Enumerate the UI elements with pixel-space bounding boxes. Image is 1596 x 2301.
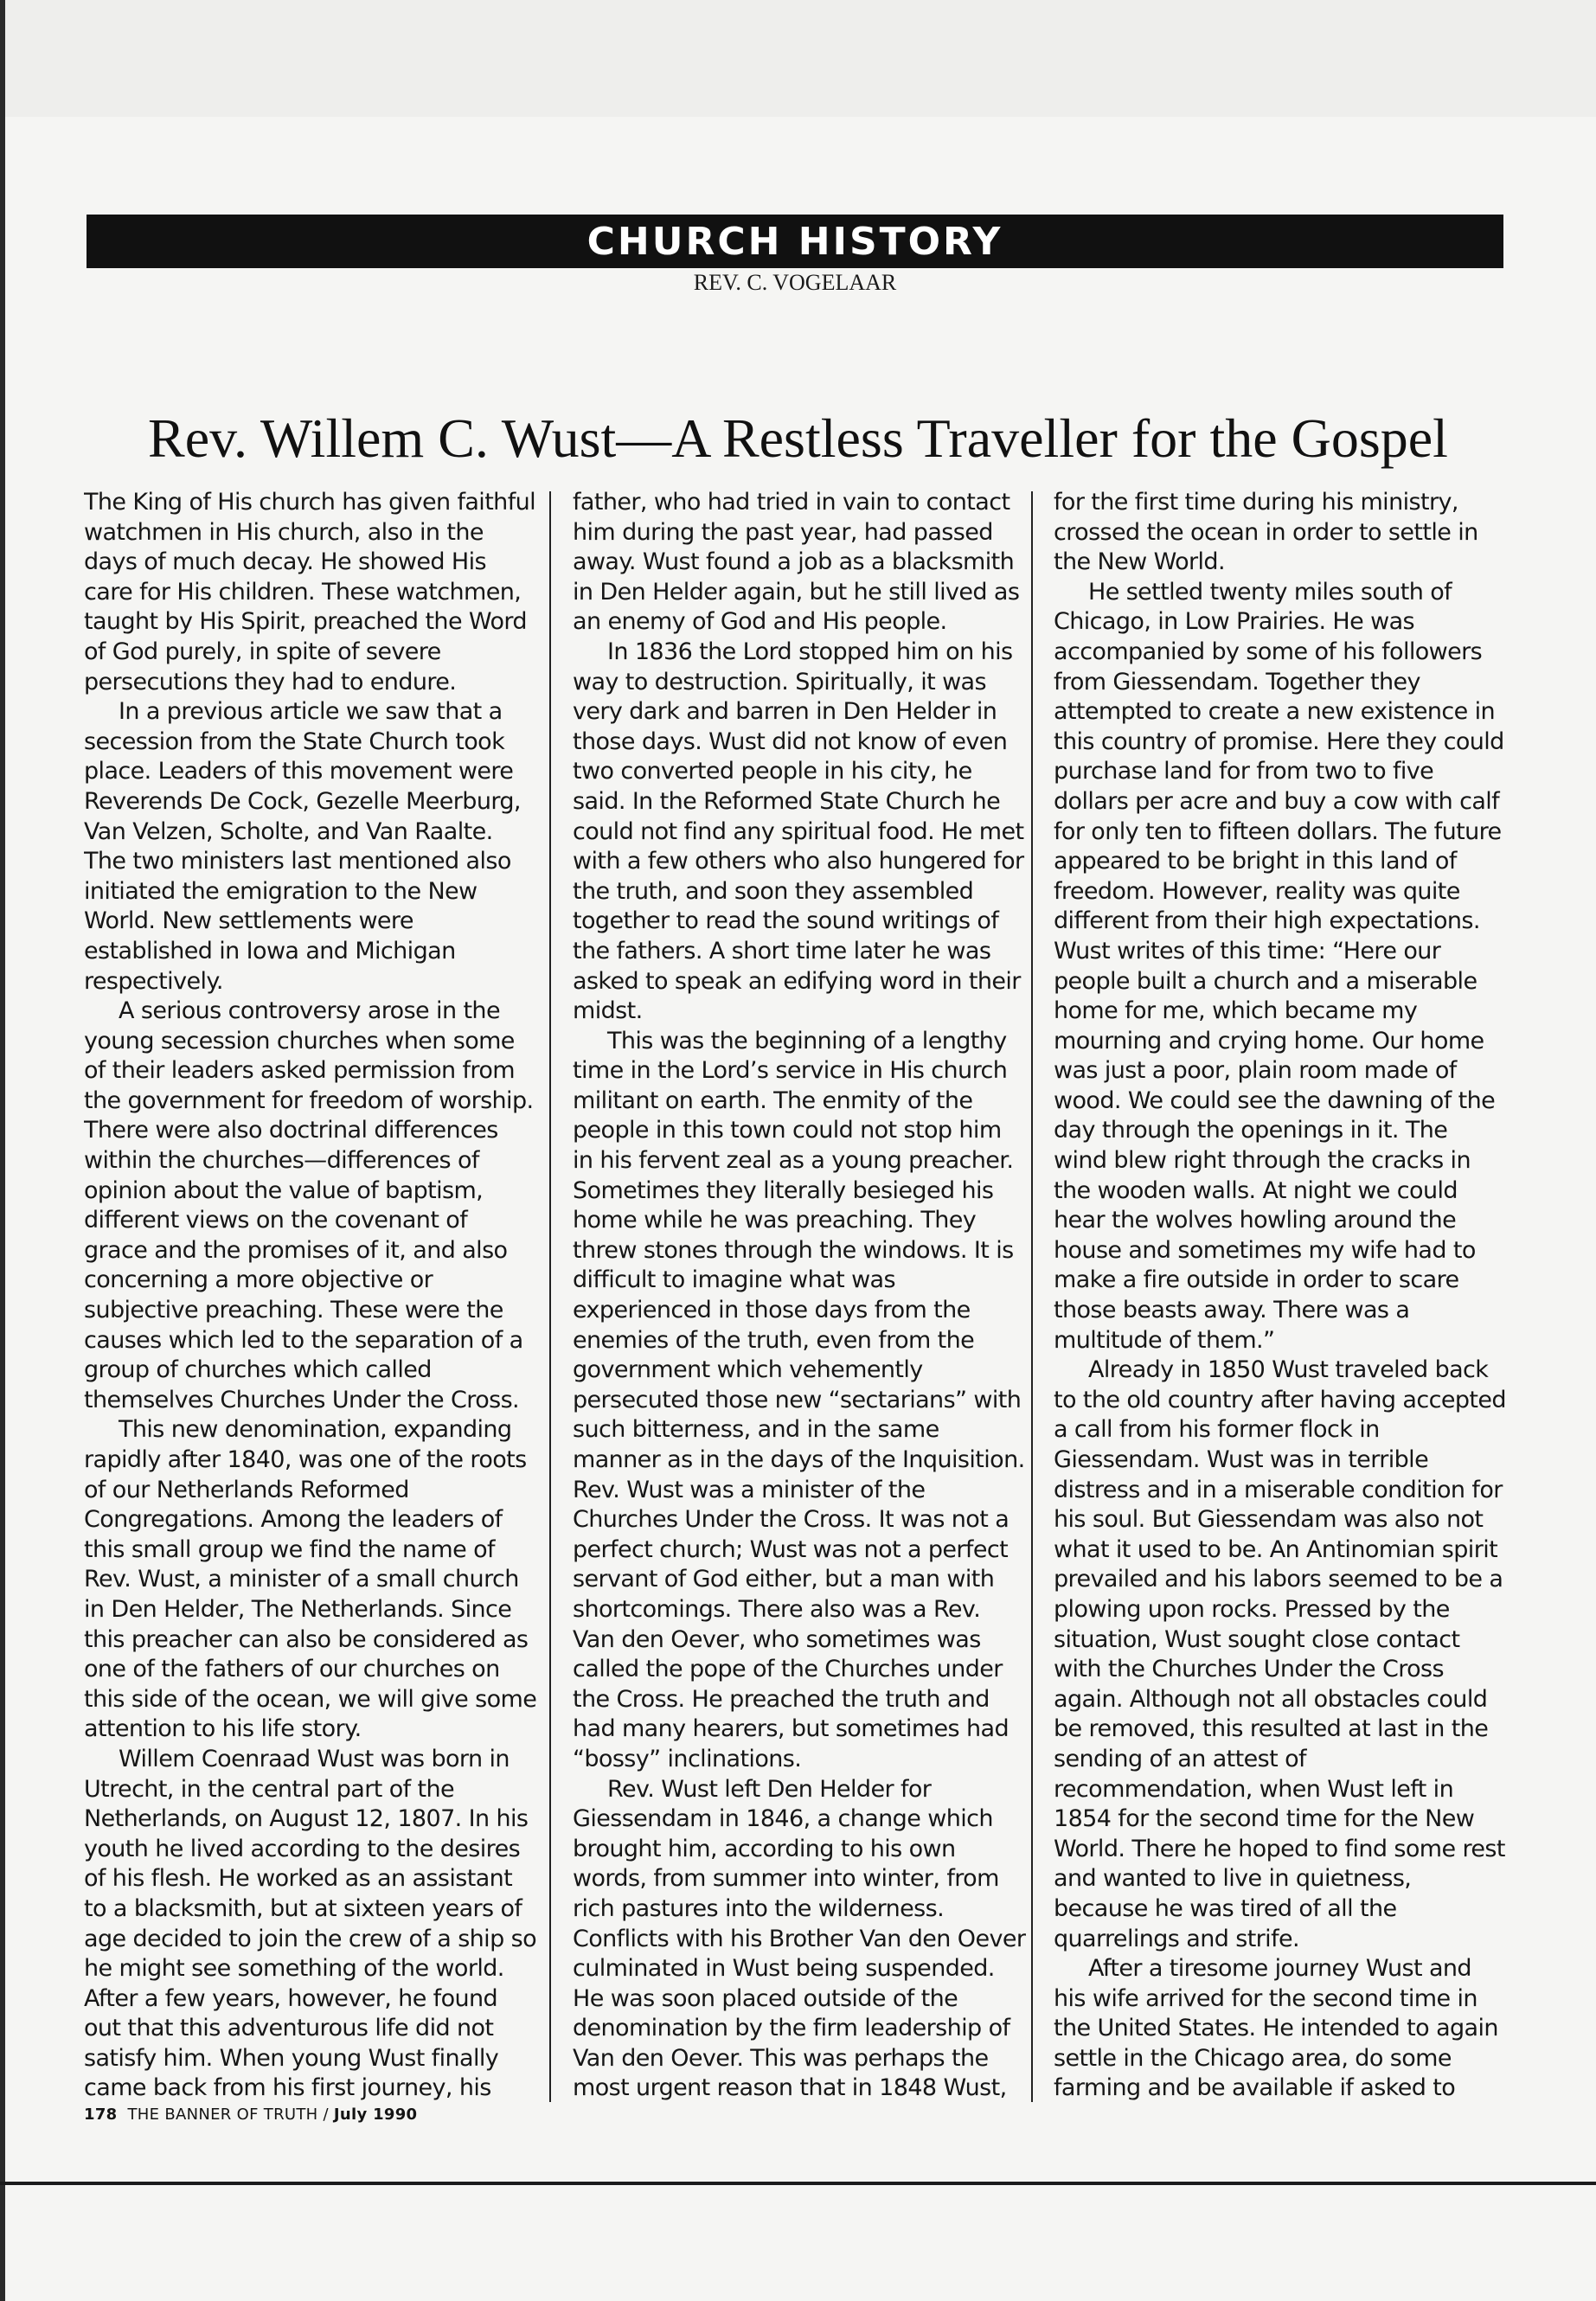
paragraph: for the first time during his ministry, crossed the ocean in order to settle in the New World. (1054, 489, 1478, 576)
paragraph: This new denomination, expanding rapidly after 1840, was one of the roots of our Netherlands Reformed Congregations. Among the leaders of this small group we find the name of Rev. Wust, a minister of a small church in Den Helder, The Netherlands. Since this preacher can also be considered as one of the fathers of our churches on this side of the ocean, we will give some attention to his life story. (84, 1416, 537, 1743)
paragraph: In a previous article we saw that a secession from the State Church took place. Leaders of this movement were Reverends De Cock, Gezelle Meerburg, Van Velzen, Scholte, and Van Raalte. The two ministers last mentioned also initiated the emigration to the New World. New settlements were established in Iowa and Michigan respectively. (84, 698, 521, 995)
paragraph: In 1836 the Lord stopped him on his way to destruction. Spiritually, it was very dark and barren in Den Helder in those days. Wust did not know of even two converted people in his city, he said. In the Reformed State Church he could not find any spiritual food. He met with a few others who also hungered for the truth, and soon they assembled together to read the sound writings of the fathers. A short time later he was asked to speak an edifying word in their midst. (573, 638, 1024, 1025)
scan-left-edge (0, 0, 5, 2301)
section-header-bar (87, 215, 1503, 268)
paragraph: Already in 1850 Wust traveled back to the old country after having accepted a call from his former flock in Giessendam. Wust was in terrible distress and in a miserable condition for his soul. But Giessendam was also not what it used to be. An Antinomian spirit prevailed and his labors seemed to be a plowing upon rocks. Pressed by the situation, Wust sought close contact with the Churches Under the Cross again. Although not all obstacles could be removed, this resulted at last in the sending of an attest of recommendation, when Wust left in 1854 for the second time for the New World. There he hoped to find some rest and wanted to live in quietness, because he was tired of all the quarrelings and strife. (1054, 1356, 1506, 1952)
publication-name: THE BANNER OF TRUTH / (127, 2106, 329, 2124)
author-byline: REV. C. VOGELAAR (693, 270, 897, 295)
paragraph: The King of His church has given faithful watchmen in His church, also in the days of much decay. He showed His care for His children. These watchmen, taught by His Spirit, preached the Word of God purely, in spite of severe persecutions they had to endure. (84, 489, 536, 695)
text-column-2 (573, 488, 1026, 2106)
article-title: Rev. Willem C. Wust—A Restless Traveller for the Gospel (148, 407, 1448, 469)
page-bottom-edge (0, 2182, 1596, 2185)
paragraph: Willem Coenraad Wust was born in Utrecht, in the central part of the Netherlands, on August 12, 1807. In his youth he lived according to the desires of his flesh. He worked as an assistant to a blacksmith, but at sixteen years of age decided to join the crew of a ship so he might see something of the world. After a few years, however, he found out that this adventurous life did not satisfy him. When young Wust finally came back from his first journey, his (84, 1745, 536, 2102)
page-footer (84, 2106, 417, 2124)
paragraph: After a tiresome journey Wust and his wife arrived for the second time in the United States. He intended to again settle in the Chicago area, do some farming and be available if asked to (1054, 1955, 1498, 2102)
paragraph: Rev. Wust left Den Helder for Giessendam in 1846, a change which brought him, according to his own words, from summer into winter, from rich pastures into the wilderness. Conflicts with his Brother Van den Oever culminated in Wust being suspended. He was soon placed outside of the denomination by the firm leadership of Van den Oever. This was perhaps the most urgent reason that in 1848 Wust, (573, 1775, 1026, 2102)
section-title: CHURCH HISTORY (586, 219, 1003, 264)
paragraph: A serious controversy arose in the young secession churches when some of their leaders asked permission from the government for freedom of worship. There were also doctrinal differences within the churches—differences of opinion about the value of baptism, different views on the covenant of grace and the promises of it, and also concerning a more objective or subjective preaching. These were the causes which led to the separation of a group of churches which called themselves Churches Under the Cross. (84, 997, 534, 1413)
column-divider (1031, 491, 1033, 2102)
paragraph: father, who had tried in vain to contact him during the past year, had passed away. Wust found a job as a blacksmith in Den Helder again, but he still lived as an enemy of God and His people. (573, 489, 1020, 636)
page-number: 178 (84, 2106, 118, 2124)
text-column-1 (84, 488, 537, 2106)
column-divider (549, 491, 551, 2102)
text-column-3 (1054, 488, 1507, 2106)
scan-top-margin (0, 0, 1596, 117)
paragraph: He settled twenty miles south of Chicago, in Low Prairies. He was accompanied by some of his followers from Giessendam. Together they attempted to create a new existence in this country of promise. Here they could purchase land for from two to five dollars per acre and buy a cow with calf for only ten to fifteen dollars. The future appeared to be bright in this land of freedom. However, reality was quite different from their high expectations. Wust writes of this time: “Here our people built a church and a miserable home for me, which became my mourning and crying home. Our home was just a poor, plain room made of wood. We could see the dawning of the day through the openings in it. The wind blew right through the cracks in the wooden walls. At night we could hear the wolves howling around the house and sometimes my wife had to make a fire outside in order to scare those beasts away. There was a multitude of them.” (1054, 578, 1504, 1354)
issue-date: July 1990 (333, 2106, 418, 2124)
paragraph: This was the beginning of a lengthy time in the Lord’s service in His church militant on earth. The enmity of the people in this town could not stop him in his fervent zeal as a young preacher. Sometimes they literally besieged his home while he was preaching. They threw stones through the windows. It is difficult to imagine what was experienced in those days from the enemies of the truth, even from the government which vehemently persecuted those new “sectarians” with such bitterness, and in the same manner as in the days of the Inquisition. Rev. Wust was a minister of the Churches Under the Cross. It was not a perfect church; Wust was not a perfect servant of God either, but a man with shortcomings. There also was a Rev. Van den Oever, who sometimes was called the pope of the Churches under the Cross. He preached the truth and had many hearers, but sometimes had “bossy” inclinations. (573, 1027, 1025, 1772)
